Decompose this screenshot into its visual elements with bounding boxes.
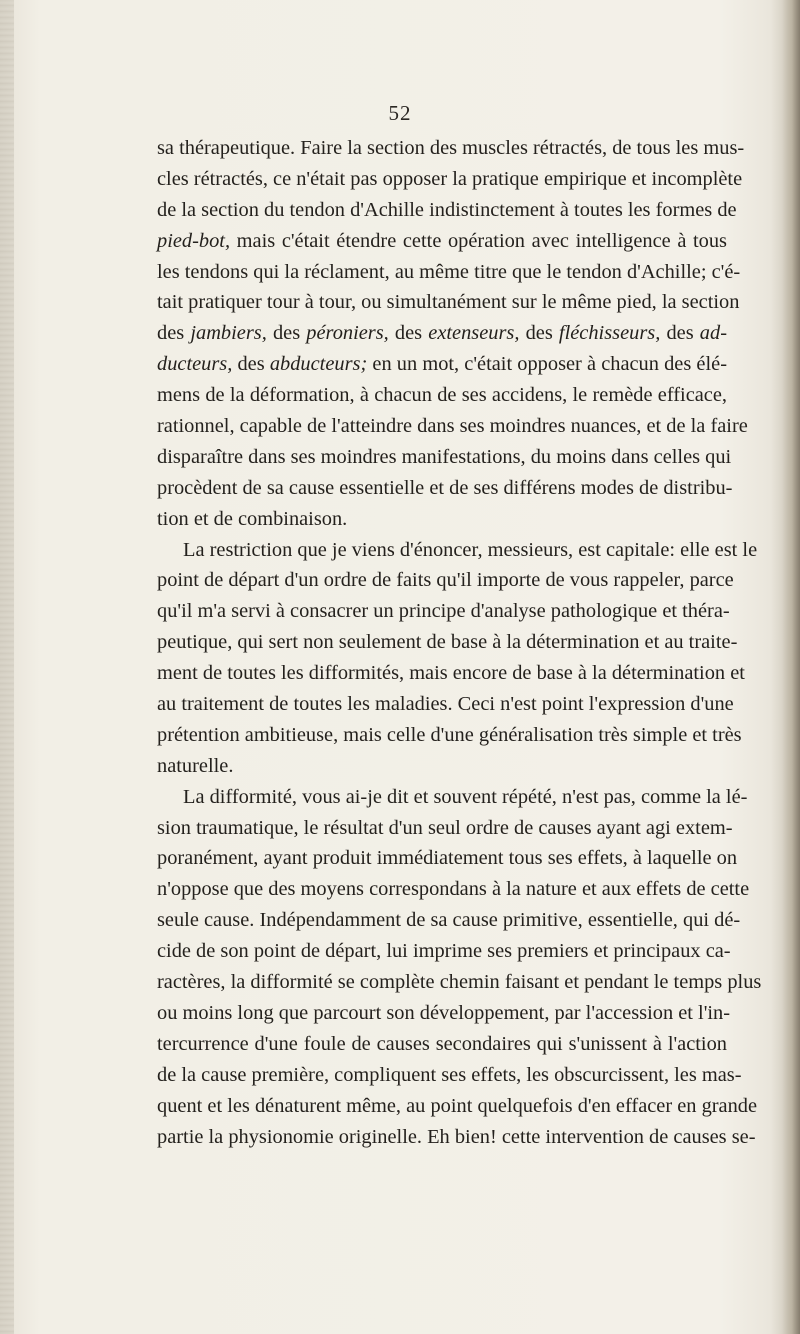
text-run: des: [388, 322, 429, 345]
text-line: [157, 998, 731, 1029]
text-line: [157, 287, 740, 318]
text-run: des: [519, 322, 559, 345]
text-run: de la cause première, compliquent ses effets, les obscurcissent, les mas-: [157, 1063, 742, 1086]
text-line: [157, 689, 734, 720]
text-line: [157, 596, 730, 627]
text-run: ractères, la difformité se complète chemin faisant et pendant le temps plus: [157, 971, 762, 994]
text-line: [157, 843, 738, 874]
text-run: tait pratiquer tour à tour, ou simultanément sur le même pied, la section: [157, 291, 740, 314]
text-run: point de départ d'un ordre de faits qu'il importe de vous rappeler, parce: [157, 569, 734, 592]
italic-term: extenseurs,: [428, 322, 520, 345]
text-line: [157, 874, 750, 905]
text-line: [157, 658, 745, 689]
text-run: en un mot, c'était opposer à chacun des élé-: [367, 353, 727, 376]
text-run: seule cause. Indépendamment de sa cause primitive, essentielle, qui dé-: [157, 909, 741, 932]
text-line: [157, 565, 734, 596]
text-run: naturelle.: [157, 754, 234, 777]
text-run: La restriction que je viens d'énoncer, messieurs, est capitale: elle est le: [183, 538, 758, 561]
text-run: cide de son point de départ, lui imprime ses premiers et principaux ca-: [157, 940, 731, 963]
text-line: [157, 257, 741, 288]
body-text: [157, 133, 762, 1152]
text-run: sa thérapeutique. Faire la section des muscles rétractés, de tous les mus-: [157, 137, 745, 159]
text-line: [157, 782, 748, 813]
text-line: [157, 504, 727, 535]
text-run: des: [232, 353, 270, 376]
text-line: [157, 813, 733, 844]
text-run: ou moins long que parcourt son développement, par l'accession et l'in-: [157, 1001, 731, 1024]
text-run: qu'il m'a servi à consacrer un principe d'analyse pathologique et théra-: [157, 600, 730, 623]
page-right-edge-shadow: [782, 0, 800, 1334]
text-line: [157, 318, 727, 349]
text-run: ment de toutes les difformités, mais encore de base à la détermination et: [157, 662, 745, 685]
text-run: tion et de combinaison.: [157, 507, 348, 530]
text-run: n'oppose que des moyens correspondans à la nature et aux effets de cette: [157, 878, 750, 901]
text-run: mais c'était étendre cette opération avec intelligence à tous: [230, 229, 727, 252]
text-line: [157, 1060, 742, 1091]
text-run: des: [266, 322, 307, 345]
italic-term: abducteurs;: [269, 353, 368, 376]
text-run: partie la physionomie originelle. Eh bien! cette intervention de causes se-: [157, 1125, 756, 1148]
text-line: [157, 905, 741, 936]
text-line: [157, 720, 742, 751]
text-line: [157, 936, 731, 967]
text-run: La difformité, vous ai-je dit et souvent répété, n'est pas, comme la lé-: [183, 785, 748, 808]
text-line: [157, 1029, 727, 1060]
text-line: [157, 133, 745, 164]
italic-term: fléchisseurs,: [558, 322, 661, 345]
text-line: [157, 226, 727, 257]
text-line: [157, 380, 727, 411]
text-line: [157, 442, 732, 473]
text-line: [157, 411, 748, 442]
text-run: des: [660, 322, 700, 345]
text-line: [157, 473, 733, 504]
text-run: quent et les dénaturent même, au point quelquefois d'en effacer en grande: [157, 1094, 758, 1117]
text-line: [157, 195, 737, 226]
text-line: [157, 1091, 758, 1122]
text-line: [157, 535, 758, 566]
text-run: sion traumatique, le résultat d'un seul ordre de causes ayant agi extem-: [157, 816, 733, 839]
text-line: [157, 1122, 756, 1153]
text-run: cles rétractés, ce n'était pas opposer la pratique empirique et incomplète: [157, 167, 743, 190]
italic-term: péroniers,: [306, 322, 389, 345]
text-line: [157, 751, 727, 782]
text-line: [157, 627, 738, 658]
text-line: [157, 164, 743, 195]
italic-term: jambiers,: [190, 322, 267, 345]
page-left-edge: [0, 0, 14, 1334]
text-run: rationnel, capable de l'atteindre dans ses moindres nuances, et de la faire: [157, 415, 748, 438]
text-run: disparaître dans ses moindres manifestations, du moins dans celles qui: [157, 445, 732, 468]
text-run: poranément, ayant produit immédiatement tous ses effets, à laquelle on: [157, 847, 738, 870]
text-line: [157, 349, 727, 380]
page-number: 52: [388, 101, 412, 125]
text-run: mens de la déformation, à chacun de ses accidens, le remède efficace,: [157, 384, 727, 407]
italic-term: ad-: [699, 322, 727, 345]
text-run: tercurrence d'une foule de causes secondaires qui s'unissent à l'action: [157, 1032, 727, 1055]
text-run: de la section du tendon d'Achille indistinctement à toutes les formes de: [157, 198, 737, 221]
text-run: au traitement de toutes les maladies. Ceci n'est point l'expression d'une: [157, 693, 734, 716]
italic-term: ducteurs,: [157, 353, 233, 376]
text-run: des: [157, 322, 191, 345]
text-run: les tendons qui la réclament, au même titre que le tendon d'Achille; c'é-: [157, 260, 741, 283]
text-run: procèdent de sa cause essentielle et de ses différens modes de distribu-: [157, 476, 733, 499]
text-run: peutique, qui sert non seulement de base à la détermination et au traite-: [157, 631, 738, 654]
text-line: [157, 967, 762, 998]
text-run: prétention ambitieuse, mais celle d'une généralisation très simple et très: [157, 723, 742, 746]
italic-term: pied-bot,: [157, 229, 231, 252]
